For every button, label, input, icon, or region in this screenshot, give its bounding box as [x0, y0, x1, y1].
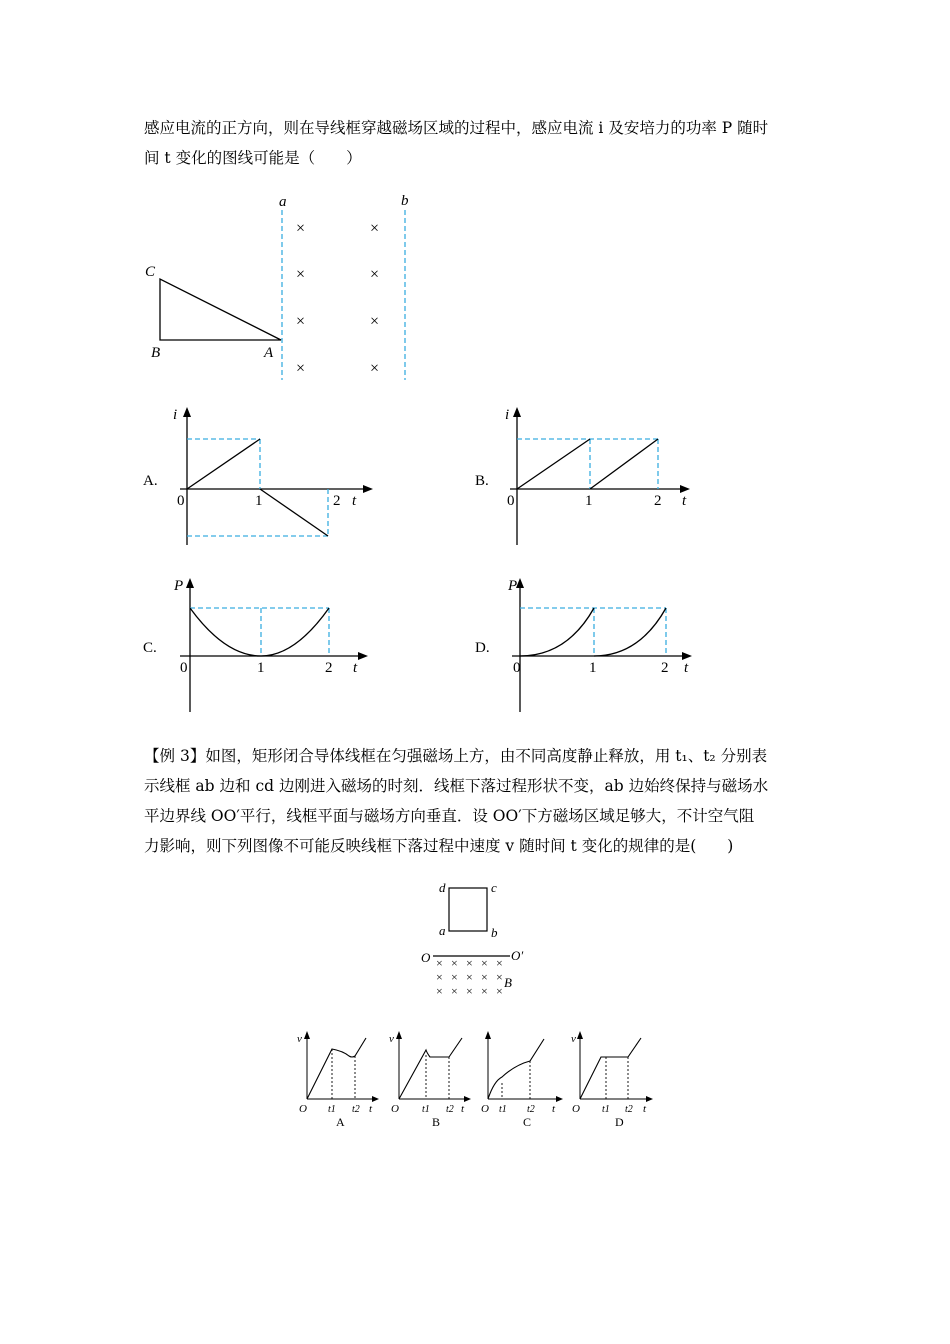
- option-c-label: C.: [143, 640, 157, 656]
- x-axis-arrow: [682, 652, 692, 660]
- field-cross: ×: [466, 956, 473, 970]
- field-cross: ×: [451, 970, 458, 984]
- t2-label: t2: [527, 1104, 535, 1115]
- field-cross: ×: [451, 956, 458, 970]
- field-b-label: B: [504, 975, 512, 990]
- origin-label: 0: [513, 660, 521, 676]
- t2-label: t2: [352, 1104, 360, 1115]
- vt-option-d-label: D: [615, 1115, 624, 1129]
- y-axis-label: v: [297, 1033, 302, 1045]
- origin-label: 0: [180, 660, 188, 676]
- origin-label: O: [481, 1103, 489, 1115]
- x-axis-label: t: [352, 493, 357, 509]
- option-d-label: D.: [475, 640, 490, 656]
- x-axis-label: t: [682, 493, 687, 509]
- x-axis-arrow: [556, 1096, 563, 1102]
- velocity-curve: [488, 1039, 544, 1099]
- x-axis-label: t: [353, 660, 358, 676]
- field-cross: ×: [451, 984, 458, 998]
- x-axis-label: t: [684, 660, 689, 676]
- field-cross: ×: [481, 970, 488, 984]
- y-axis-arrow: [396, 1031, 402, 1039]
- x-axis-label: t: [643, 1103, 647, 1115]
- tick-2: 2: [325, 660, 333, 676]
- tick-2: 2: [654, 493, 662, 509]
- x-axis-label: t: [369, 1103, 373, 1115]
- vertex-a-label: A: [264, 345, 274, 361]
- field-cross: ×: [481, 956, 488, 970]
- option-c-graph: [140, 572, 380, 717]
- field-cross: ×: [370, 220, 380, 237]
- field-cross: ×: [436, 970, 443, 984]
- boundary-o-prime-label: O′: [511, 948, 524, 963]
- option-b-label: B.: [475, 473, 489, 489]
- current-curve: [187, 439, 328, 536]
- t1-label: t1: [602, 1104, 610, 1115]
- rectangular-frame: [449, 888, 487, 931]
- field-cross: ×: [436, 956, 443, 970]
- field-cross: ×: [436, 984, 443, 998]
- corner-d-label: d: [439, 880, 446, 895]
- vt-option-a-label: A: [336, 1115, 345, 1129]
- y-axis-arrow: [485, 1031, 491, 1039]
- x-axis-arrow: [358, 652, 368, 660]
- vt-option-c-label: C: [523, 1115, 532, 1129]
- option-a-label: A.: [143, 473, 158, 489]
- corner-a-label: a: [439, 923, 446, 938]
- x-axis-arrow: [464, 1096, 471, 1102]
- t1-label: t1: [422, 1104, 430, 1115]
- field-cross: ×: [370, 360, 380, 377]
- power-curve: [190, 608, 329, 656]
- current-curve: [517, 439, 658, 489]
- vt-option-b-label: B: [432, 1115, 441, 1129]
- y-axis-arrow: [513, 407, 521, 417]
- example3-line-2: 示线框 ab 边和 cd 边刚进入磁场的时刻．线框下落过程形状不变，ab 边始终保持与磁场水: [144, 777, 769, 795]
- question-line-1: 感应电流的正方向，则在导线框穿越磁场区域的过程中，感应电流 i 及安培力的功率 P 随时: [144, 119, 769, 137]
- x-axis-arrow: [363, 485, 373, 493]
- velocity-curve: [580, 1038, 641, 1099]
- field-cross: ×: [496, 970, 503, 984]
- y-axis-label: P: [174, 578, 184, 594]
- origin-label: O: [391, 1103, 399, 1115]
- y-axis-label: P: [508, 578, 518, 594]
- x-axis-arrow: [680, 485, 690, 493]
- field-cross: ×: [296, 220, 306, 237]
- y-axis-arrow: [183, 407, 191, 417]
- field-cross: ×: [296, 266, 306, 283]
- origin-label: O: [572, 1103, 580, 1115]
- y-axis-label: i: [173, 407, 178, 423]
- field-cross-marks: [436, 956, 503, 998]
- y-axis-arrow: [516, 578, 524, 588]
- power-curve: [520, 608, 666, 656]
- vertex-b-label: B: [151, 345, 161, 361]
- option-a-graph: [140, 405, 380, 550]
- guide-lines: [520, 608, 666, 656]
- field-cross: ×: [296, 360, 306, 377]
- vt-option-c-graph: [480, 1025, 572, 1133]
- vt-option-d-graph: [570, 1025, 662, 1133]
- field-cross: ×: [496, 956, 503, 970]
- guide-lines: [606, 1057, 628, 1099]
- y-axis-arrow: [186, 578, 194, 588]
- boundary-o-label: O: [421, 950, 431, 965]
- velocity-curve: [307, 1038, 366, 1099]
- x-axis-label: t: [461, 1103, 465, 1115]
- tick-1: 1: [255, 493, 263, 509]
- question-text: [144, 113, 808, 173]
- example3-text: [144, 741, 808, 861]
- y-axis-label: v: [571, 1033, 576, 1045]
- triangle-frame: [160, 279, 281, 340]
- corner-c-label: c: [491, 880, 497, 895]
- corner-b-label: b: [491, 925, 498, 940]
- field-cross: ×: [466, 970, 473, 984]
- field-cross: ×: [370, 266, 380, 283]
- guide-lines: [517, 439, 658, 489]
- tick-1: 1: [257, 660, 265, 676]
- example3-line-1-text: 如图，矩形闭合导体线框在匀强磁场上方，由不同高度静止释放，用 t₁、t₂ 分别表: [205, 747, 768, 765]
- origin-label: O: [299, 1103, 307, 1115]
- example3-title: 例 3: [159, 747, 190, 765]
- example3-line-4: 力影响，则下列图像不可能反映线框下落过程中速度 v 随时间 t 变化的规律的是( ): [144, 837, 734, 855]
- vertex-c-label: C: [145, 264, 156, 280]
- field-cross: ×: [296, 313, 306, 330]
- field-cross: ×: [466, 984, 473, 998]
- frame-field-figure: [415, 876, 545, 1004]
- example3-line-1: [144, 741, 808, 771]
- field-cross-marks: [296, 220, 379, 377]
- question-line-2: 间 t 变化的图线可能是（ ）: [144, 149, 362, 167]
- x-axis-label: t: [552, 1103, 556, 1115]
- option-d-graph: [472, 572, 712, 717]
- t1-label: t1: [328, 1104, 336, 1115]
- tick-1: 1: [585, 493, 593, 509]
- tick-1: 1: [589, 660, 597, 676]
- velocity-curve: [399, 1038, 462, 1099]
- t2-label: t2: [446, 1104, 454, 1115]
- origin-label: 0: [507, 493, 515, 509]
- x-axis-arrow: [372, 1096, 379, 1102]
- boundary-a-label: a: [279, 194, 287, 210]
- field-cross: ×: [496, 984, 503, 998]
- example3-bracket-close: 】: [189, 747, 206, 765]
- example3-bracket-open: 【: [144, 747, 160, 765]
- x-axis-arrow: [646, 1096, 653, 1102]
- y-axis-label: v: [389, 1033, 394, 1045]
- boundary-b-label: b: [401, 193, 409, 209]
- triangle-field-figure: [140, 190, 440, 390]
- vt-option-b-graph: [388, 1025, 480, 1133]
- origin-label: 0: [177, 493, 185, 509]
- field-cross: ×: [481, 984, 488, 998]
- y-axis-arrow: [304, 1031, 310, 1039]
- field-cross: ×: [370, 313, 380, 330]
- tick-2: 2: [333, 493, 341, 509]
- guide-lines: [426, 1055, 449, 1099]
- t1-label: t1: [499, 1104, 507, 1115]
- t2-label: t2: [625, 1104, 633, 1115]
- option-b-graph: [472, 405, 712, 550]
- example3-line-3: 平边界线 OO′平行，线框平面与磁场方向垂直．设 OO′下方磁场区域足够大，不计空气阻: [144, 807, 755, 825]
- y-axis-label: i: [505, 407, 510, 423]
- vt-option-a-graph: [296, 1025, 388, 1133]
- y-axis-arrow: [577, 1031, 583, 1039]
- tick-2: 2: [661, 660, 669, 676]
